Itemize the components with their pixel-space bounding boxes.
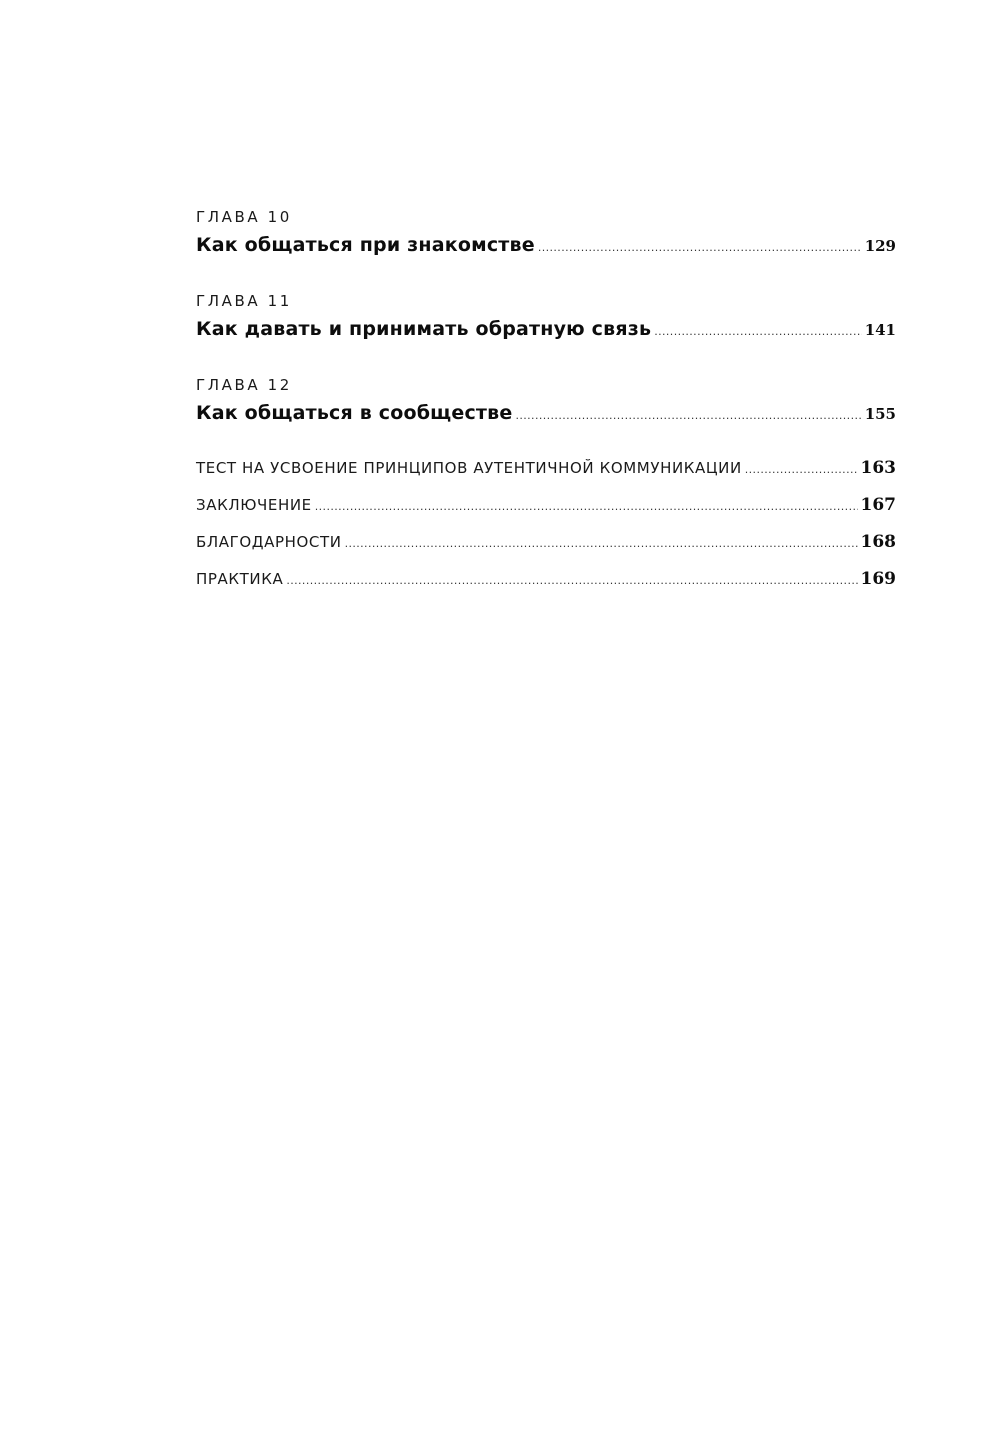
chapter-label: ГЛАВА 11	[196, 292, 292, 310]
toc-entry[interactable]	[196, 234, 896, 264]
chapter-label: ГЛАВА 12	[196, 376, 292, 394]
toc-chapter-12	[196, 374, 896, 432]
chapter-title: Как давать и принимать обратную связь	[196, 318, 652, 340]
page-number: 163	[860, 458, 896, 478]
dot-leader	[745, 463, 858, 476]
page-number: 129	[864, 237, 896, 255]
dot-leader	[538, 241, 862, 254]
table-of-contents	[196, 206, 896, 606]
dot-leader	[286, 574, 857, 587]
chapter-title: Как общаться при знакомстве	[196, 234, 535, 256]
section-title: ЗАКЛЮЧЕНИЕ	[196, 496, 312, 514]
toc-entry-acknowledgements[interactable]	[196, 532, 896, 569]
toc-entry[interactable]	[196, 318, 896, 348]
page-number: 167	[860, 495, 896, 515]
toc-entry[interactable]	[196, 402, 896, 432]
dot-leader	[654, 325, 861, 338]
toc-entry-test[interactable]	[196, 458, 896, 495]
page-number: 168	[860, 532, 896, 552]
page-number: 169	[860, 569, 896, 589]
toc-entry-practice[interactable]	[196, 569, 896, 606]
chapter-label: ГЛАВА 10	[196, 208, 292, 226]
dot-leader	[315, 500, 858, 513]
section-title: БЛАГОДАРНОСТИ	[196, 533, 342, 551]
dot-leader	[345, 537, 858, 550]
toc-chapter-10	[196, 206, 896, 264]
dot-leader	[515, 409, 861, 422]
section-title: ПРАКТИКА	[196, 570, 284, 588]
page-number: 141	[864, 321, 896, 339]
toc-chapter-11	[196, 290, 896, 348]
section-title: ТЕСТ НА УСВОЕНИЕ ПРИНЦИПОВ АУТЕНТИЧНОЙ КОММУНИКАЦИИ	[196, 459, 742, 477]
page-number: 155	[864, 405, 896, 423]
toc-entry-conclusion[interactable]	[196, 495, 896, 532]
chapter-title: Как общаться в сообществе	[196, 402, 513, 424]
toc-sections	[196, 458, 896, 606]
